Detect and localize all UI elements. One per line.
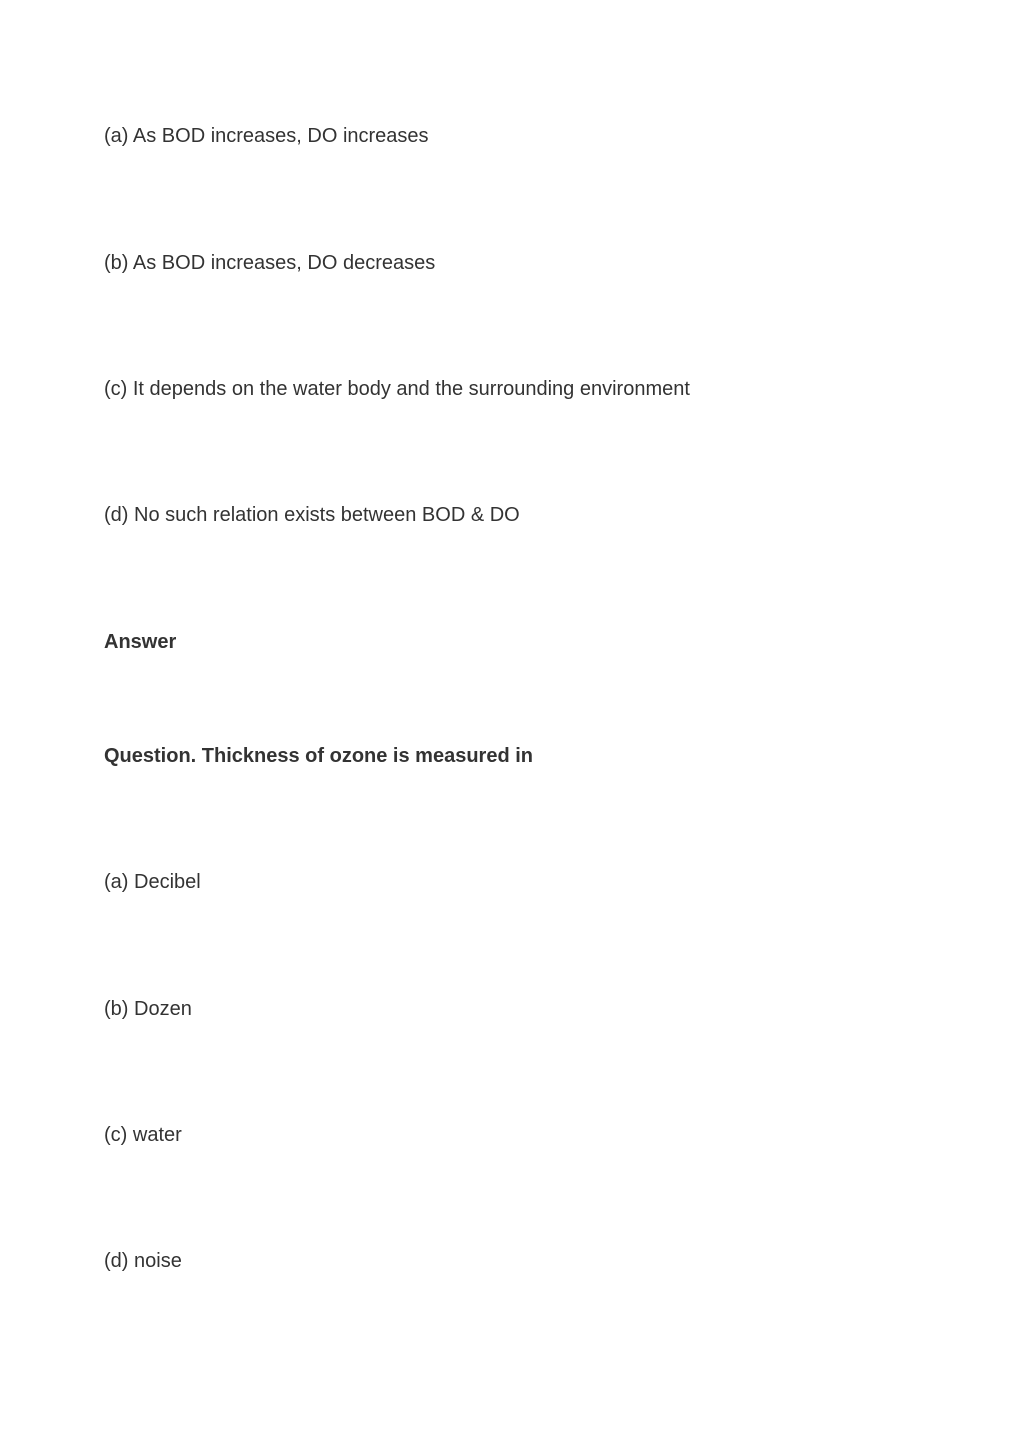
option-d: (d) No such relation exists between BOD & DO — [104, 504, 520, 526]
option-a: (a) Decibel — [104, 871, 201, 893]
option-d: (d) noise — [104, 1250, 182, 1272]
question-title: Question. Thickness of ozone is measured in — [104, 745, 533, 767]
answer-label: Answer — [104, 631, 177, 653]
option-c: (c) water — [104, 1124, 182, 1146]
option-a: (a) As BOD increases, DO increases — [104, 125, 429, 147]
option-b: (b) Dozen — [104, 998, 192, 1020]
option-c: (c) It depends on the water body and the surrounding environment — [104, 378, 690, 400]
option-b: (b) As BOD increases, DO decreases — [104, 252, 436, 274]
